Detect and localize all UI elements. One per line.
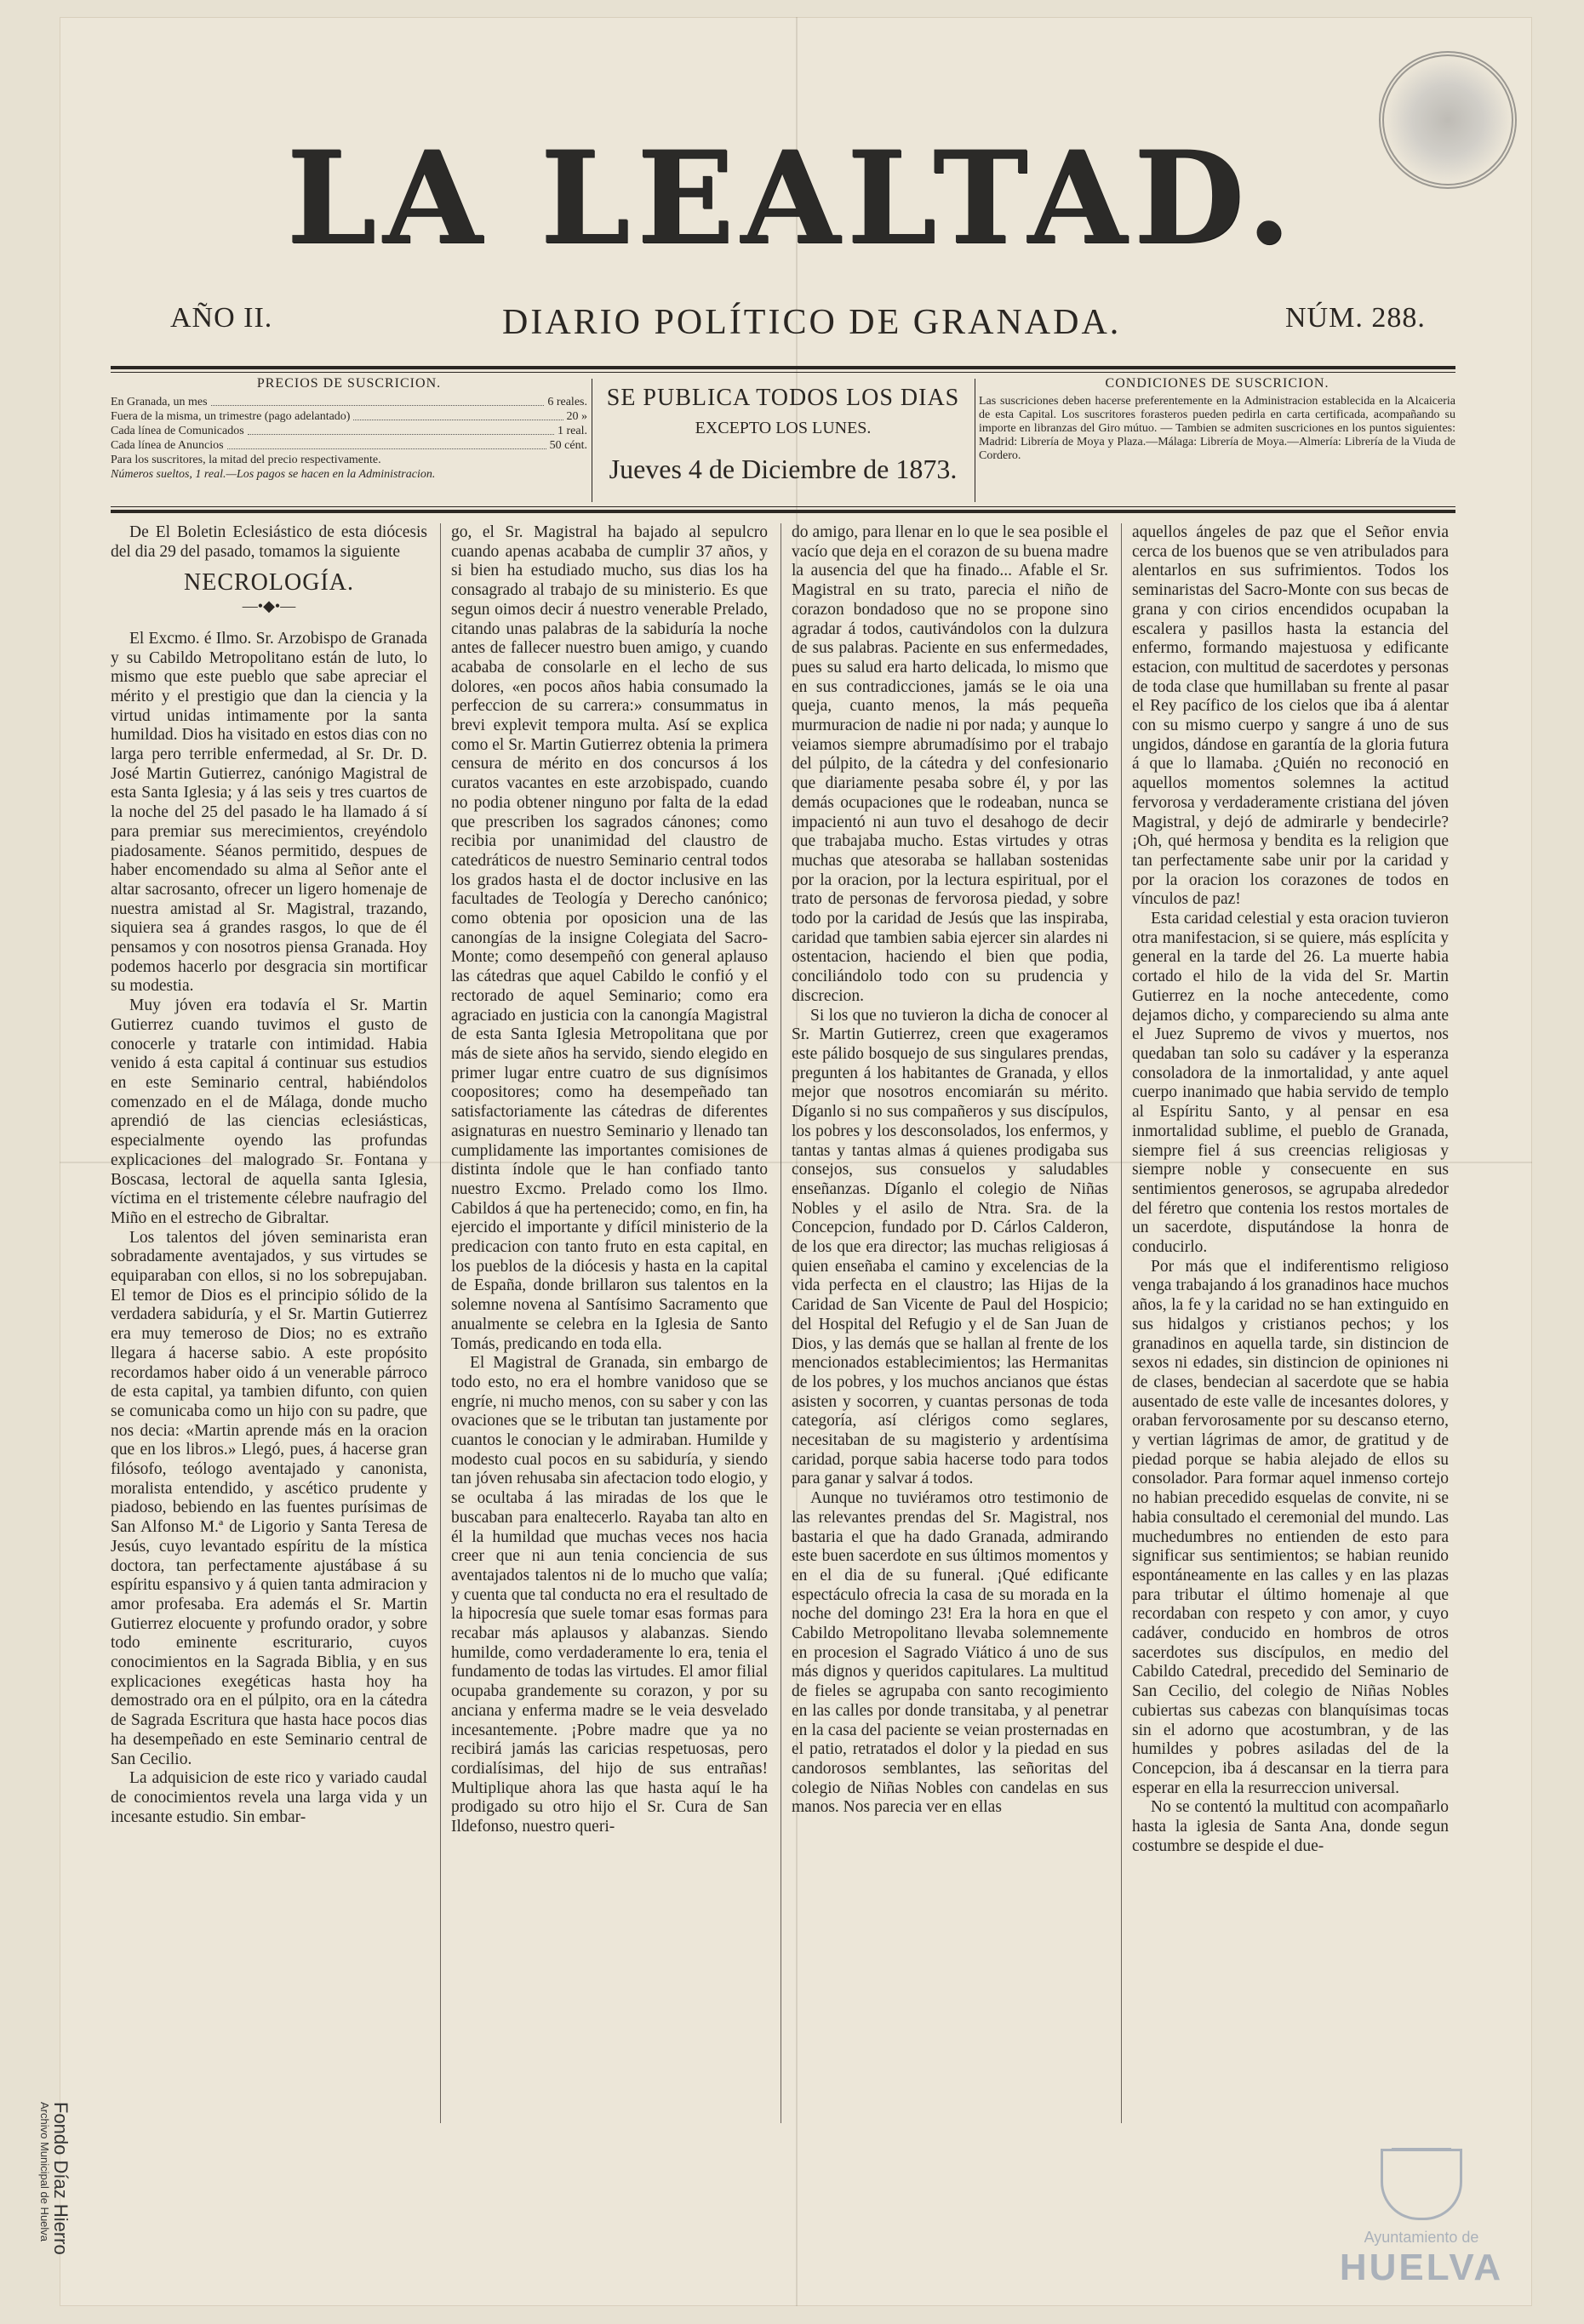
paragraph: Si los que no tuvieron la dicha de conocer al Sr. Martin Gutierrez, creen que exageramos este pálido bosquejo de sus singulares prendas, pregunten á los habitantes de Granada, y ellos mejor que nosotros encomiarán su mérito. Díganlo si no sus compañeros y sus discípulos, los pobres y los desconsolados, los enfermos, y tantas y tantas almas á quienes prodigaba sus consejos, sus consuelos y saludables enseñanzas. Díganlo el colegio de Niñas Nobles y el asilo de Ntra. Sra. de la Concepcion, fundado por D. Cárlos Calderon, de los que era director; las muchas religiosas á quien enseñaba el camino y excelencias de la vida perfecta en el claustro; las Hijas de la Caridad de San Vicente de Paul del Hospicio; del Hospital del Refugio y el de San Juan de Dios, y las demás que se hallan al frente de los mencionados establecimientos; las Hermanitas de los pobres, y los muchos ancianos que éstas asisten y socorren, y cuantas personas de toda categoría, así clérigos como seglares, necesitaban de su magisterio y ardentísima caridad, porque sabia hacerse todo para todos para ganar y salvar á todos. <box>792 1006 1108 1488</box>
prices-note: Números sueltos, 1 real.—Los pagos se hacen en la Administracion. <box>111 468 436 481</box>
article-intro: De El Boletin Eclesiástico de esta diócesis del dia 29 del pasado, tomamos la siguiente <box>111 523 427 561</box>
column-4 <box>1132 523 1449 2123</box>
publication-exception: EXCEPTO LOS LUNES. <box>695 419 872 437</box>
article-columns <box>111 523 1455 2132</box>
column-1 <box>111 523 427 2123</box>
price-row: En Granada, un mes 6 reales. <box>111 396 587 408</box>
issue-date: Jueves 4 de Diciembre de 1873. <box>609 454 958 484</box>
archive-name: Archivo Municipal de Huelva <box>38 2102 51 2242</box>
price-row: Cada línea de Anuncios 50 cént. <box>111 439 587 452</box>
logo-line-2: HUELVA <box>1339 2247 1504 2288</box>
column-rule <box>440 523 441 2123</box>
masthead-title: LA LEALTAD. <box>286 123 1298 273</box>
bottom-rule-thick <box>111 510 1455 513</box>
price-row: Fuera de la misma, un trimestre (pago adelantado) 20 » <box>111 410 587 423</box>
column-3 <box>792 523 1108 2123</box>
archive-fund: Fondo Díaz Hierro <box>50 2102 71 2255</box>
issue-number: NÚM. 288. <box>1285 302 1426 334</box>
paragraph: El Magistral de Granada, sin embargo de todo esto, no era el hombre vanidoso que se engríe, ni mucho menos, con su saber y con las ovaciones que se le tributan tan justamente por cuantos le conocian y le admiraban. Humilde y modesto cual pocos en su sabiduría, y siendo tan jóven rehusaba sin afectacion todo elogio, y se ocultaba á las miradas de los que le buscaban para enaltecerlo. Rayaba tan alto en él la humildad que muchas veces nos hacia creer que ni aun tenia conciencia de sus aventajados talentos ni de lo mucho que valía; y cuenta que tal conducta no era el resultado de la hipocresía que suele tomar esas formas para recabar más aplausos y alabanzas. Siendo humilde, como verdaderamente lo era, tenia el fundamento de todas las virtudes. El amor filial ocupaba grandemente su corazon, y por su anciana y enferma madre se le veia desvelado incesantemente. ¡Pobre madre que ya no recibirá jamás las caricias respetuosas, pero cordialísimas, del hijo de sus entrañas! Multiplique ahora las que hasta aquí le ha prodigado su otro hijo el Sr. Cura de San Ildefonso, nuestro queri- <box>451 1354 768 1836</box>
conditions-box <box>979 374 1455 506</box>
column-2 <box>451 523 768 2123</box>
prices-table <box>111 395 587 482</box>
paragraph: La adquisicion de este rico y variado caudal de conocimientos revela una larga vida y un incesante estudio. Sin embar- <box>111 1769 427 1826</box>
subtitle: DIARIO POLÍTICO DE GRANADA. <box>502 303 1122 342</box>
paragraph: Los talentos del jóven seminarista eran sobradamente aventajados, y sus virtudes se equiparaban con ellos, si no los sobrepujaban. El temor de Dios es el principio sólido de la verdadera sabiduría, y el Sr. Martin Gutierrez era muy temeroso de Dios; no es extraño llegara á hacerse sabio. A este propósito recordamos haber oido á un venerable párroco de esta capital, ya tambien difunto, con quien se comunicaba como un hijo con su padre, que nos decia: «Martin aprende más en la oracion que en los libros.» Llegó, pues, á hacerse gran filósofo, teólogo aventajado y canonista, moralista entendido, y ascético prudente y piadoso, bebiendo en las fuentes purísimas de San Alfonso M.ª de Ligorio y Santa Teresa de Jesús, cuyo levantado espíritu de la mística doctora, tan perfectamente ajustábase á su espíritu espansivo y á quien tanta admiracion y amor profesaba. Era además el Sr. Martin Gutierrez elocuente y profundo orador, y sobre todo eminente escriturario, cuyos conocimientos en la Sagrada Biblia, y en sus explicaciones exegéticas hasta hoy ha demostrado ora en el púlpito, ora en la cátedra de Sagrada Escritura que hasta hace pocos dias ha desempeñado en este Seminario central de San Cecilio. <box>111 1228 427 1768</box>
top-rule-thin <box>111 372 1455 373</box>
publication-box <box>596 374 970 506</box>
top-rule-thick <box>111 366 1455 369</box>
city-council-logo <box>1324 2149 1519 2302</box>
paragraph: Muy jóven era todavía el Sr. Martin Gutierrez cuando tuvimos el gusto de conocerle y tratarle con intimidad. Habia venido á esta capital á continuar sus estudios en este Seminario central, habiéndolos comenzado en el de Málaga, donde mucho aprendió de las ciencias eclesiásticas, especialmente oyendo las profundas explicaciones del malogrado Sr. Fontana y Boscasa, lectoral de aquella santa Iglesia, víctima en el tristemente célebre naufragio del Miño en el estrecho de Gibraltar. <box>111 996 427 1227</box>
logo-line-1: Ayuntamiento de <box>1364 2229 1479 2246</box>
ornament-divider: —•◆•— <box>242 597 296 615</box>
prices-note: Para los suscritores, la mitad del precio respectivamente. <box>111 454 381 466</box>
bottom-rule-thin <box>111 506 1455 507</box>
article-heading: NECROLOGÍA. <box>184 569 354 597</box>
paragraph: Por más que el indiferentismo religioso venga trabajando á los granadinos hace muchos años, la fe y la caridad no se han extinguido en sus hidalgos y cristianos pechos; y los granadinos en aquella tarde, sin distincion de sexos ni edades, sin distincion de opiniones ni de clases, bendecian al sacerdote que se habia ausentado de este valle de incesantes dolores, y oraban fervorosamente por su descanso eterno, y vertian lágrimas de amor, de gratitud y de piedad porque se habia alejado de ellos su consolador. Para formar aquel inmenso cortejo no habian precedido esquelas de convite, ni se habia consultado el ceremonial del mundo. Las muchedumbres no entienden de esto para significar sus sentimientos; se habian reunido espontáneamente en las calles y en las plazas para tributar el último homenaje al que recordaban con respeto y con amor, y cuyo cadáver, conducido en hombros de otros sacerdotes sus discípulos, en medio del Cabildo Catedral, precedido del Seminario de San Cecilio, del colegio de Niñas Nobles cubiertas sus cabezas con blanquísimas tocas sin el adorno que acostumbran, y de las humildes y pobres asiladas del de la Concepcion, iba á descansar en la tierra para esperar en ella la resurreccion universal. <box>1132 1257 1449 1797</box>
prices-box <box>111 374 587 506</box>
paragraph: No se contentó la multitud con acompañarlo hasta la iglesia de Santa Ana, donde segun costumbre se despide el due- <box>1132 1798 1449 1855</box>
coat-of-arms-icon <box>1381 2149 1462 2220</box>
conditions-heading: CONDICIONES DE SUSCRICION. <box>1105 376 1330 391</box>
paragraph: Esta caridad celestial y esta oracion tuvieron otra manifestacion, si se quiere, más esplícita y general en la tarde del 26. La muerte habia cortado el hilo de la vida del Sr. Martin Gutierrez en la noche antecedente, como dejamos dicho, y compareciendo su alma ante el Juez Supremo de vivos y muertos, nos quedaban tan solo su cadáver y la esperanza consoladora de la inmortalidad, y ante aquel cuerpo inanimado que habia servido de templo al Espíritu Santo, y al pensar en esa inmortalidad sublime, el pueblo de Granada, siempre fiel á sus creencias religiosas y siempre noble y consecuente en sus sentimientos generosos, se agrupaba alrededor del féretro que contenia los restos mortales de un sacerdote, disputándose la honra de conducirlo. <box>1132 910 1449 1257</box>
paragraph: Aunque no tuviéramos otro testimonio de las relevantes prendas del Sr. Magistral, nos bastaria el que ha dado Granada, admirando este buen sacerdote en sus últimos momentos y en el dia de su funeral. ¡Qué edificante espectáculo ofrecia la casa de su morada en la noche del domingo 23! Era la hora en que el Cabildo Metropolitano llevaba solemnemente en procesion el Sagrado Viático á uno de sus más dignos y queridos capitulares. La multitud de fieles se agrupaba con santo recogimiento en las calles por donde transitaba, y al penetrar en la casa del paciente se veian prosternadas en el patio, retratados el dolor y la piedad en sus candorosos semblantes, las señoritas del colegio de Niñas Nobles con candelas en sus manos. Nos parecia ver en ellas <box>792 1489 1108 1817</box>
column-rule <box>1121 523 1122 2123</box>
publication-frequency: SE PUBLICA TODOS LOS DIAS <box>606 385 960 411</box>
paragraph: go, el Sr. Magistral ha bajado al sepulcro cuando apenas acababa de cumplir 37 años, y si bien ha estudiado mucho, sus dias los ha consagrado al trabajo de su ministerio. Es que segun oimos decir á nuestro venerable Prelado, citando unas palabras de la sabiduría la noche antes de fallecer nuestro buen amigo, y cuando acababa de consolarle en el lecho de sus dolores, «en pocos años habia consumado la perfeccion de su carrera:» consummatus in brevi explevit tempora multa. Así se explica como el Sr. Martin Gutierrez obtenia la primera censura de mérito en dos concursos á los curatos vacantes en este arzobispado, cuando no podia obtener ninguno por falta de la edad que prescriben los sagrados cánones; como recibia por unanimidad del claustro de catedráticos de nuestro Seminario central todos los grados hasta el de doctor inclusive en las facultades de Teología y Derecho canónico; como obtenia por oposicion una de las canongías de la insigne Colegiata del Sacro-Monte; como desempeñó con general aplauso las cátedras que aquel Cabildo le confió y el rectorado de aquel Seminario; como era agraciado en justicia con la canongía Magistral de esta Santa Iglesia Metropolitana que por más de siete años ha servido, siendo elegido en primer lugar entre cuatro de sus dignísimos coopositores; como ha desempeñado tan satisfactoriamente las cátedras de diferentes asignaturas en nuestro Seminario y llenado tan cumplidamente las importantes comisiones de distinta índole que le han confiado tanto nuestro Excmo. Prelado como los Ilmo. Cabildos á que ha pertenecido; como, en fin, ha ejercido el importante y difícil ministerio de la predicacion con tanto fruto en esta capital, en los pueblos de la diócesis y hasta en la capital de España, donde brillaron sus talentos en la solemne novena al Santísimo Sacramento que anualmente se celebra en la Iglesia de Santo Tomás, predicando en toda ella. <box>451 523 768 1353</box>
paragraph: El Excmo. é Ilmo. Sr. Arzobispo de Granada y su Cabildo Metropolitano están de luto, lo mismo que este pueblo que sabe apreciar el mérito y el prestigio que dan la ciencia y la virtud unidas intimamente por la santa humildad. Dios ha visitado en estos dias con no larga pero terrible enfermedad, al Sr. Dr. D. José Martin Gutierrez, canónigo Magistral de esta Santa Iglesia; y á las seis y tres cuartos de la noche del 25 del pasado le ha llamado á sí para premiar sus merecimientos, creyéndolo piadosamente. Séanos permitido, despues de haber encomendado su alma al Señor ante el altar sacrosanto, ofrecer un ligero homenaje de nuestra amistad al Sr. Magistral, trazando, siquiera sea á grandes rasgos, lo que de él pensamos y con nosotros piensa Granada. Hoy podemos hacerlo por desgracia sin mortificar su modestia. <box>111 629 427 996</box>
price-row: Cada línea de Comunicados 1 real. <box>111 425 587 437</box>
paragraph: aquellos ángeles de paz que el Señor envia cerca de los buenos que se ven atribulados para alentarlos en sus sufrimientos. Todos los seminaristas del Sacro-Monte con sus becas de grana y con cirios encendidos ocupaban la escalera y pasillos hasta la estancia del enfermo, formando majestuosa y edificante estacion, con multitud de sacerdotes y personas de toda clase que humillaban su frente al pasar el Rey pacífico de los cielos que iba á alentar con su mismo cuerpo y sangre á uno de sus ungidos, dándose en garantía de la gloria futura á que lo llamaba. ¿Quién no reconoció en aquellos momentos solemnes la actitud fervorosa y verdaderamente cristiana del jóven Magistral, y dejó de admirarle y bendecirle? ¡Oh, qué hermosa y bendita es la religion que tan perfectamente sabe unir por la caridad y por la oracion los corazones de todos en vínculos de paz! <box>1132 523 1449 909</box>
year-label: AÑO II. <box>170 302 273 334</box>
prices-heading: PRECIOS DE SUSCRICION. <box>256 376 442 391</box>
archive-watermark <box>34 2102 85 2323</box>
conditions-text: Las suscriciones deben hacerse preferentemente en la Administracion establecida en la Alcaiceria de esta Capital. Los suscritores forasteros pueden pedirla en carta certificada, acompañando su importe en libranzas del Giro mútuo. — Tambien se admiten suscriciones en los puntos siguientes: Madrid: Librería de Moya y Plaza.—Málaga: Librería de Moya.—Almería: Librería de la Viuda de Cordero. <box>979 395 1455 462</box>
paragraph: do amigo, para llenar en lo que le sea posible el vacío que deja en el corazon de su buena madre la ausencia del que ha finado... Afable el Sr. Magistral en su trato, parecia el niño de corazon bondadoso que no se propone sino agradar á todos, cautivándolos con la dulzura de sus palabras. Paciente en sus enfermedades, pues su salud era harto delicada, lo mismo que en sus contradicciones, jamás se le oia una queja, cuanto menos, la más pequeña murmuracion de nadie ni por nada; y aunque lo veiamos siempre abrumadísimo por el trabajo del púlpito, de la cátedra y del confesionario que diariamente pesaba sobre él, y por las demás ocupaciones que le rodeaban, nunca se impacientó ni aun tuvo el desahogo de decir que trabajaba mucho. Estas virtudes y otras muchas que atesoraba se hallaban sostenidas por la oracion, por la lectura espiritual, por el trato de personas de fervorosa piedad, y sobre todo por la caridad de Jesús que las inspiraba, caridad que tambien sabia ejercer sin alardes ni ostentacion, haciendo el bien que podia, conciliándolo todo con su prudencia y discrecion. <box>792 523 1108 1005</box>
